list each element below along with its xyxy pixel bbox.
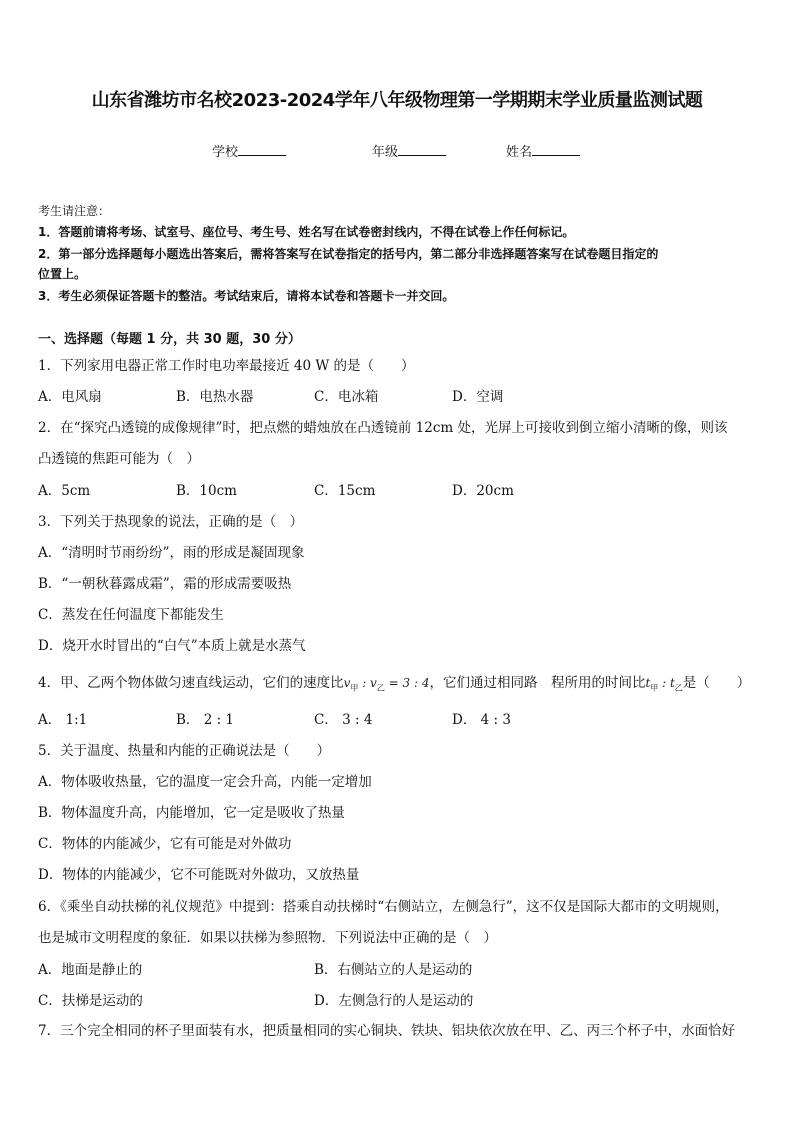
q3-option-d[interactable]: D．烧开水时冒出的“白气”本质上就是水蒸气 (38, 638, 306, 654)
q4-option-d[interactable]: D． 4 : 3 (452, 712, 511, 728)
q5-option-c[interactable]: C．物体的内能减少，它有可能是对外做功 (38, 836, 292, 852)
question-2-stem-cont: 凸透镜的焦距可能为（ ） (38, 451, 200, 467)
name-field: 姓名 (506, 141, 580, 160)
school-field: 学校 (212, 141, 286, 160)
q6-option-d[interactable]: D．左侧急行的人是运动的 (314, 993, 474, 1009)
grade-blank[interactable] (398, 143, 446, 156)
velocity-ratio: $v_甲$ : $v_乙 = 3$ : 4 (343, 676, 430, 693)
q1-option-b[interactable]: B．电热水器 (176, 389, 254, 405)
q6-option-c[interactable]: C．扶梯是运动的 (38, 993, 143, 1009)
q3-option-c[interactable]: C．蒸发在任何温度下都能发生 (38, 607, 224, 623)
question-1-stem: 1．下列家用电器正常工作时电功率最接近 40 W 的是（ ） (38, 358, 415, 374)
q2-option-b[interactable]: B．10cm (176, 483, 237, 499)
q3-option-a[interactable]: A．“清明时节雨纷纷”，雨的形成是凝固现象 (38, 545, 305, 561)
q1-option-a[interactable]: A．电风扇 (38, 389, 102, 405)
q2-option-d[interactable]: D．20cm (452, 483, 514, 499)
notice-item: 1．答题前请将考场、试室号、座位号、考生号、姓名写在试卷密封线内，不得在试卷上作任何标记。 (38, 225, 575, 239)
notice-item: 3．考生必须保证答题卡的整洁。考试结束后，请将本试卷和答题卡一并交回。 (38, 289, 455, 303)
q6-option-a[interactable]: A．地面是静止的 (38, 962, 143, 978)
q4-option-c[interactable]: C． 3 : 4 (314, 712, 373, 728)
time-ratio: $t_甲$ : $t_乙$ (645, 676, 683, 693)
grade-field: 年级 (372, 141, 446, 160)
notice-item: 位置上。 (38, 267, 87, 281)
q6-option-b[interactable]: B．右侧站立的人是运动的 (314, 962, 473, 978)
q4-option-a[interactable]: A． 1:1 (38, 712, 88, 728)
section-heading: 一、选择题（每题 1 分，共 30 题，30 分） (38, 332, 301, 347)
q2-option-c[interactable]: C．15cm (314, 483, 376, 499)
question-2-stem: 2．在“探究凸透镜的成像规律”时，把点燃的蜡烛放在凸透镜前 12cm 处，光屏上可接收到倒立缩小清晰的像，则该 (38, 420, 728, 436)
question-3-stem: 3．下列关于热现象的说法，正确的是（ ） (38, 514, 304, 530)
q4-option-b[interactable]: B． 2 : 1 (176, 712, 235, 728)
question-7-stem: 7．三个完全相同的杯子里面装有水，把质量相同的实心铜块、铁块、铝块依次放在甲、乙、丙三个杯子中，水面恰好 (38, 1023, 736, 1039)
notice-item: 2．第一部分选择题每小题选出答案后，需将答案写在试卷指定的括号内，第二部分非选择题答案写在试卷题目指定的 (38, 247, 659, 261)
q3-option-b[interactable]: B．“一朝秋暮露成霜”，霜的形成需要吸热 (38, 576, 292, 592)
q5-option-a[interactable]: A．物体吸收热量，它的温度一定会升高，内能一定增加 (38, 774, 372, 790)
question-5-stem: 5．关于温度、热量和内能的正确说法是（ ） (38, 743, 331, 759)
notice-heading: 考生请注意： (38, 204, 111, 218)
question-6-stem: 6．《乘坐自动扶梯的礼仪规范》中提到：搭乘自动扶梯时“右侧站立，左侧急行”，这不仅是国际大都市的文明规则， (38, 899, 729, 915)
question-6-stem-cont: 也是城市文明程度的象征．如果以扶梯为参照物．下列说法中正确的是（ ） (38, 930, 497, 946)
q1-option-c[interactable]: C．电冰箱 (314, 389, 379, 405)
page-title: 山东省潍坊市名校2023-2024学年八年级物理第一学期期末学业质量监测试题 (91, 90, 703, 111)
school-blank[interactable] (238, 143, 286, 156)
q5-option-d[interactable]: D．物体的内能减少，它不可能既对外做功，又放热量 (38, 867, 360, 883)
q1-option-d[interactable]: D．空调 (452, 389, 504, 405)
question-4-stem: 4．甲、乙两个物体做匀速直线运动，它们的速度比$v_甲$ : $v_乙 = 3$ : 4，它们通过相同路 程所用的时间比$t_甲$ : $t_乙$是（ ） (38, 675, 751, 693)
q5-option-b[interactable]: B．物体温度升高，内能增加，它一定是吸收了热量 (38, 805, 345, 821)
q2-option-a[interactable]: A．5cm (38, 483, 91, 499)
name-blank[interactable] (532, 143, 580, 156)
